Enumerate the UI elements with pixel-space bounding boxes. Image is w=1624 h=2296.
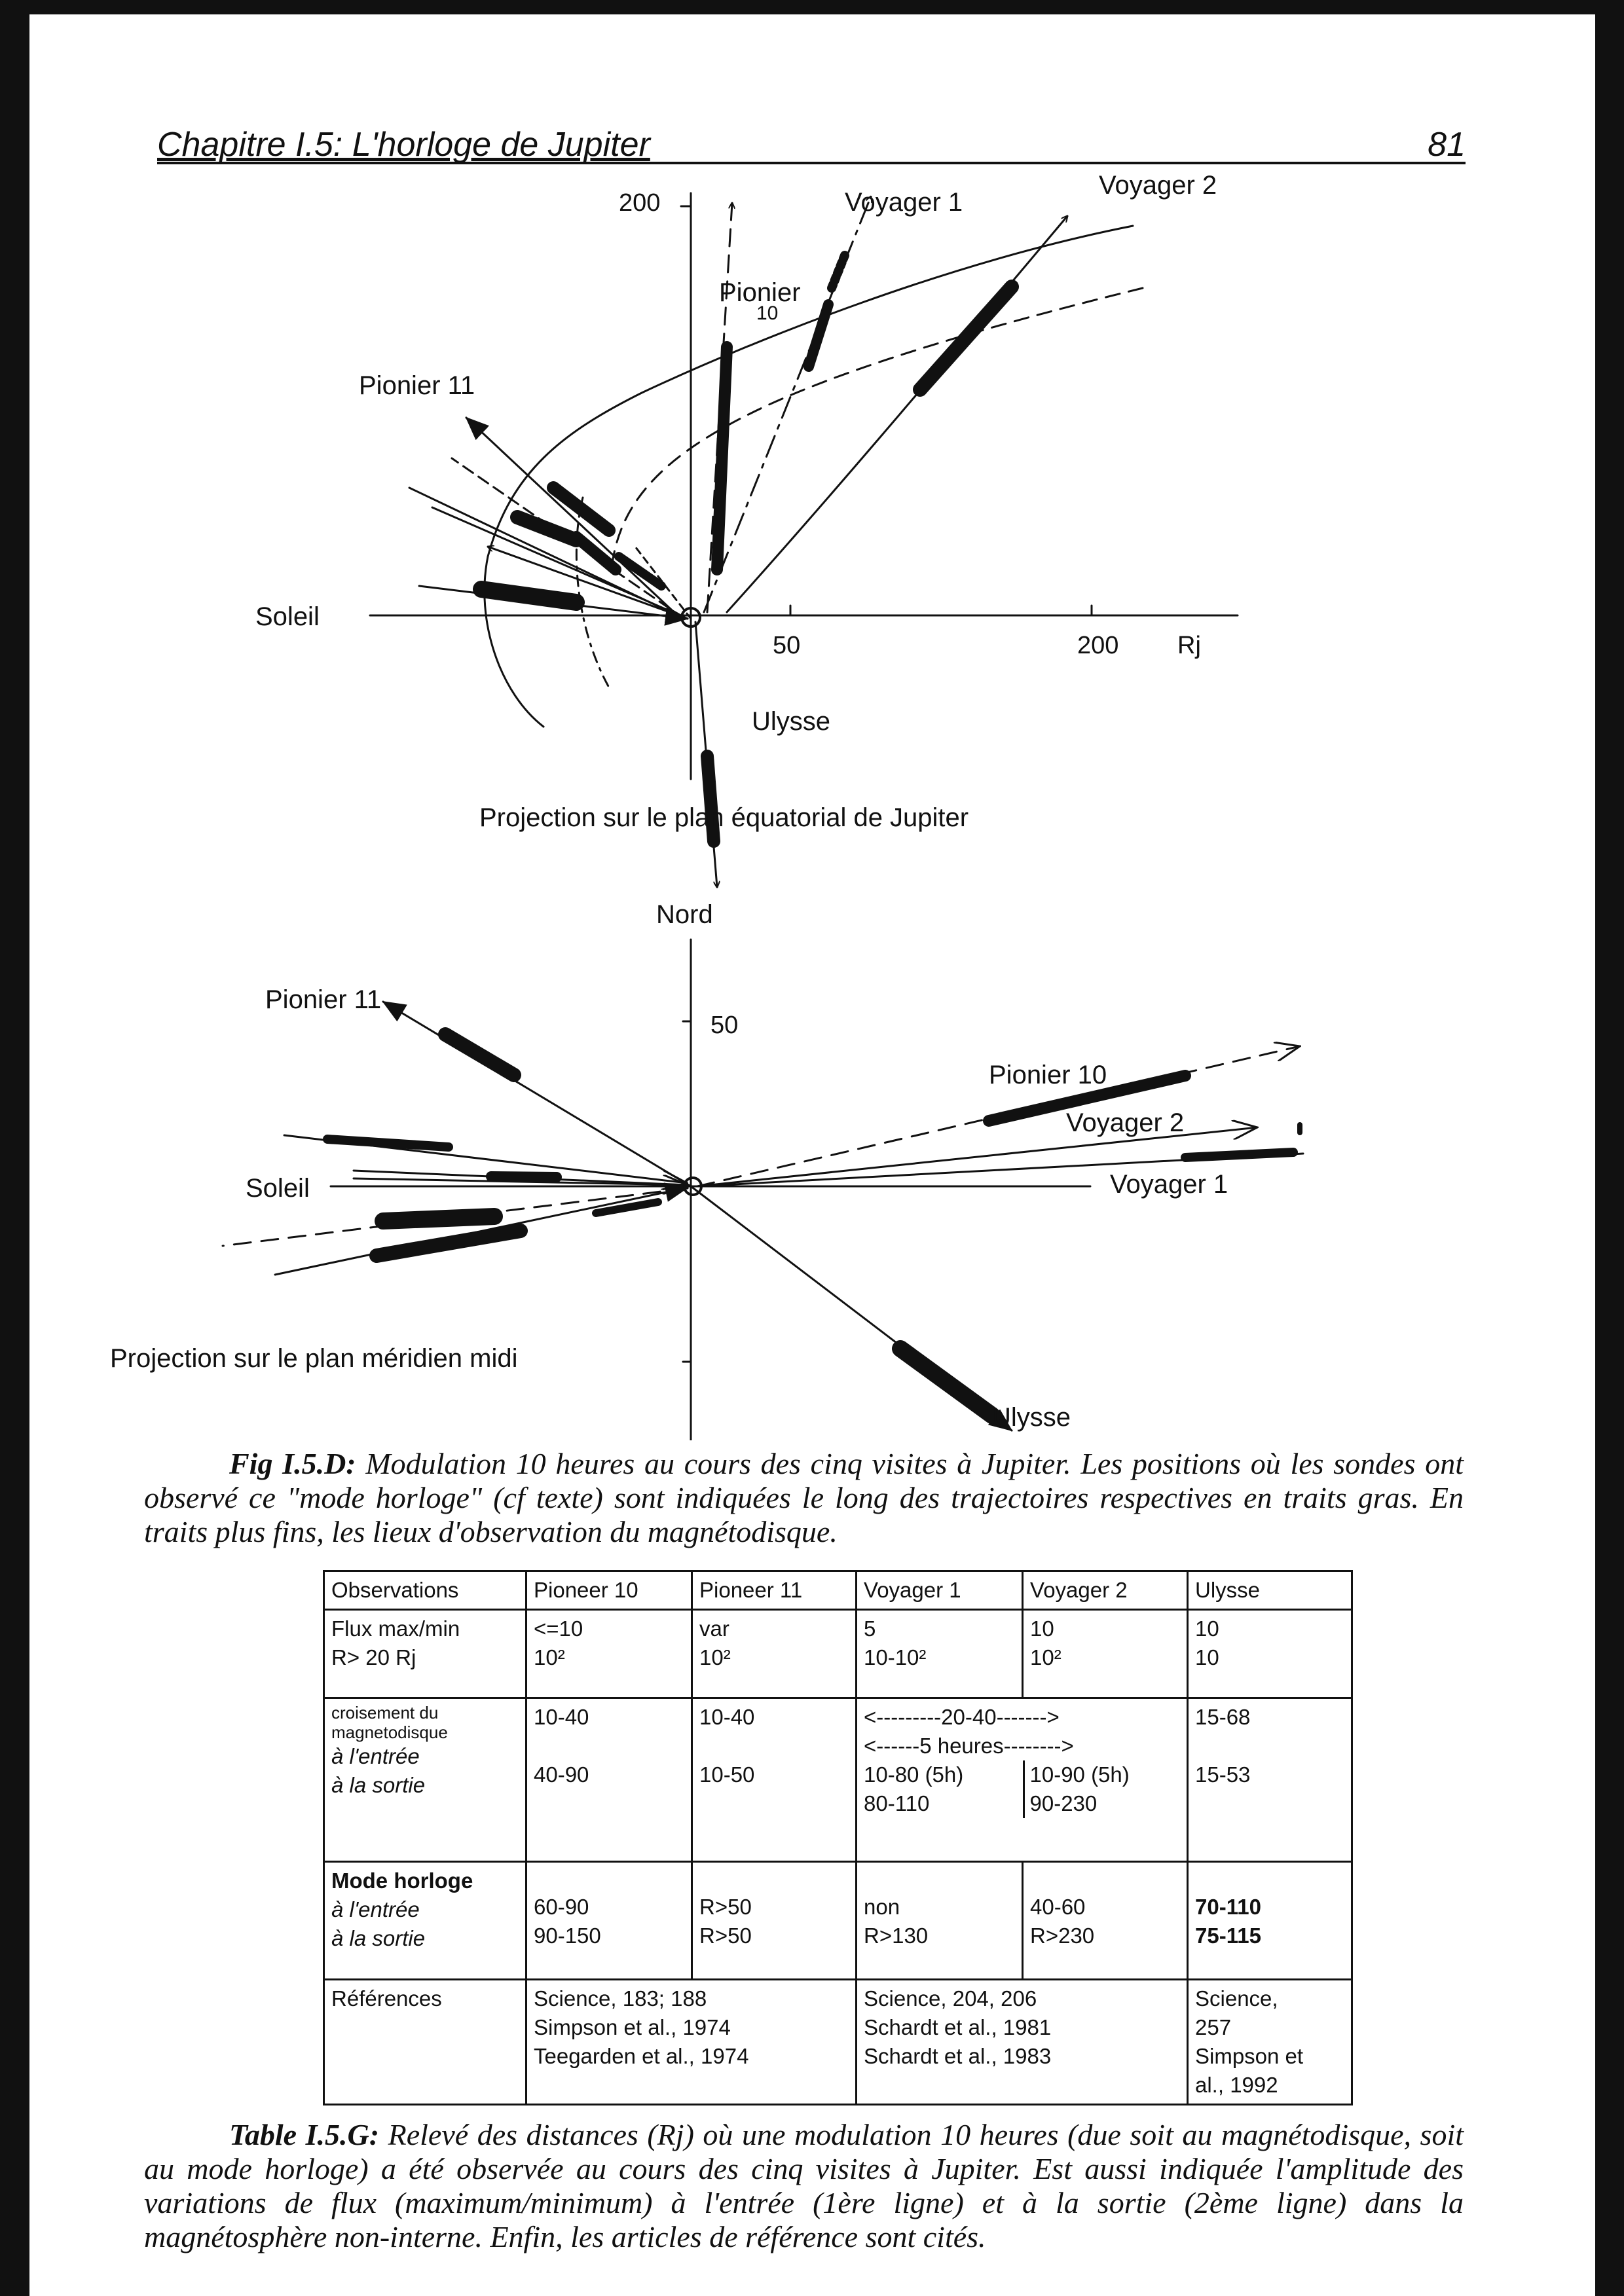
table-header-cell: Ulysse xyxy=(1188,1571,1352,1610)
flux-pioneer11: var 10² xyxy=(692,1610,857,1698)
eq-x-unit: Rj xyxy=(1177,632,1201,659)
table-header-cell: Observations xyxy=(324,1571,526,1610)
mer-label-voyager1: Voyager 1 xyxy=(1110,1170,1228,1199)
eq-label-pionier10-number: 10 xyxy=(756,302,779,324)
mer-label-ulysse: Ulysse xyxy=(992,1403,1071,1432)
mode-pioneer11: R>50 R>50 xyxy=(692,1862,857,1980)
table-caption xyxy=(144,2118,1464,2254)
mer-label-voyager2: Voyager 2 xyxy=(1066,1108,1185,1137)
table-row-mode-horloge xyxy=(324,1862,1352,1980)
eq-label-soleil: Soleil xyxy=(255,602,320,631)
mer-y-tick-50: 50 xyxy=(710,1011,739,1039)
eq-label-voyager2: Voyager 2 xyxy=(1099,171,1217,200)
table-row-flux xyxy=(324,1610,1352,1698)
row-label-references: Références xyxy=(324,1980,526,2105)
eq-projection-title: Projection sur le plan équatorial de Jupiter xyxy=(479,803,969,832)
eq-label-ulysse: Ulysse xyxy=(752,707,831,736)
eq-label-voyager1: Voyager 1 xyxy=(845,188,963,217)
equatorial-projection-plot xyxy=(370,193,1238,887)
eq-voyager2-trajectory xyxy=(727,216,1067,612)
eq-x-tick-200: 200 xyxy=(1077,632,1119,659)
eq-x-tick-50: 50 xyxy=(773,632,801,659)
eq-magnetopause-curve xyxy=(485,226,1133,727)
eq-label-pionier11: Pionier 11 xyxy=(359,371,475,400)
table-header-cell: Voyager 2 xyxy=(1023,1571,1188,1610)
croisement-pioneer10: 10-40 40-90 xyxy=(526,1698,692,1862)
references-ulysse: Science, 257 Simpson et al., 1992 xyxy=(1188,1980,1352,2105)
flux-voyager1: 5 10-10² xyxy=(857,1610,1023,1698)
references-voyager: Science, 204, 206 Schardt et al., 1981 Schardt et al., 1983 xyxy=(857,1980,1188,2105)
croisement-ulysse: 15-68 15-53 xyxy=(1188,1698,1352,1862)
mer-label-pionier10: Pionier 10 xyxy=(989,1061,1107,1089)
mode-pioneer10: 60-90 90-150 xyxy=(526,1862,692,1980)
figure-caption xyxy=(144,1447,1464,1549)
mer-pionier11-trajectory xyxy=(383,1002,691,1186)
figure-caption-text: Modulation 10 heures au cours des cinq visites à Jupiter. Les positions où les sondes ont observé ce "mode horloge" (cf texte) sont indiquées le long des trajectoires respectives en traits gras. En traits plus fins, les lieux d'observation du magnétodisque. xyxy=(144,1447,1464,1548)
eq-y-tick-200: 200 xyxy=(619,189,661,217)
table-caption-label: Table I.5.G: xyxy=(229,2118,380,2151)
flux-pioneer10: <=10 10² xyxy=(526,1610,692,1698)
eq-label-pionier10: Pionier xyxy=(719,278,801,307)
mer-label-pionier11: Pionier 11 xyxy=(265,985,382,1014)
table-header-row xyxy=(324,1571,1352,1610)
mer-label-soleil: Soleil xyxy=(246,1174,310,1203)
table-header-cell: Voyager 1 xyxy=(857,1571,1023,1610)
row-label-flux: Flux max/min R> 20 Rj xyxy=(324,1610,526,1698)
croisement-voyager2: 10-90 (5h) 90-230 xyxy=(1023,1698,1188,1862)
flux-ulysse: 10 10 xyxy=(1188,1610,1352,1698)
table-caption-text: Relevé des distances (Rj) où une modulation 10 heures (due soit au magnétodisque, soit au mode horloge) a été observée au cours des cinq visites à Jupiter. Est aussi indiquée l'amplitude des variations de flux (maximum/minimum) à l'entrée (1ère ligne) et à la sortie (2ème ligne) dans la magnétosphère non-interne. Enfin, les articles de référence sont cités. xyxy=(144,2118,1464,2253)
chapter-title: Chapitre I.5: L'horloge de Jupiter xyxy=(157,126,650,164)
croisement-voyager1: <---------20-40-------> <------5 heures--------> 10-80 (5h) 80-110 xyxy=(857,1698,1023,1862)
table-row-references xyxy=(324,1980,1352,2105)
table-header-cell: Pioneer 11 xyxy=(692,1571,857,1610)
mode-voyager1: non R>130 xyxy=(857,1862,1023,1980)
flux-voyager2: 10 10² xyxy=(1023,1610,1188,1698)
croisement-pioneer11: 10-40 10-50 xyxy=(692,1698,857,1862)
table-header-cell: Pioneer 10 xyxy=(526,1571,692,1610)
mer-projection-title: Projection sur le plan méridien midi xyxy=(110,1344,518,1373)
observations-table xyxy=(323,1570,1353,2105)
table-row-croisement xyxy=(324,1698,1352,1862)
mer-axis-label-nord: Nord xyxy=(656,900,713,929)
references-pioneer: Science, 183; 188 Simpson et al., 1974 Teegarden et al., 1974 xyxy=(526,1980,857,2105)
mode-ulysse: 70-110 75-115 xyxy=(1188,1862,1352,1980)
row-label-croisement: croisement du magnetodisque à l'entrée à la sortie xyxy=(324,1698,526,1862)
mode-voyager2: 40-60 R>230 xyxy=(1023,1862,1188,1980)
page-number: 81 xyxy=(1428,126,1466,164)
row-label-mode-horloge: Mode horloge à l'entrée à la sortie xyxy=(324,1862,526,1980)
figure-caption-label: Fig I.5.D: xyxy=(229,1447,356,1480)
